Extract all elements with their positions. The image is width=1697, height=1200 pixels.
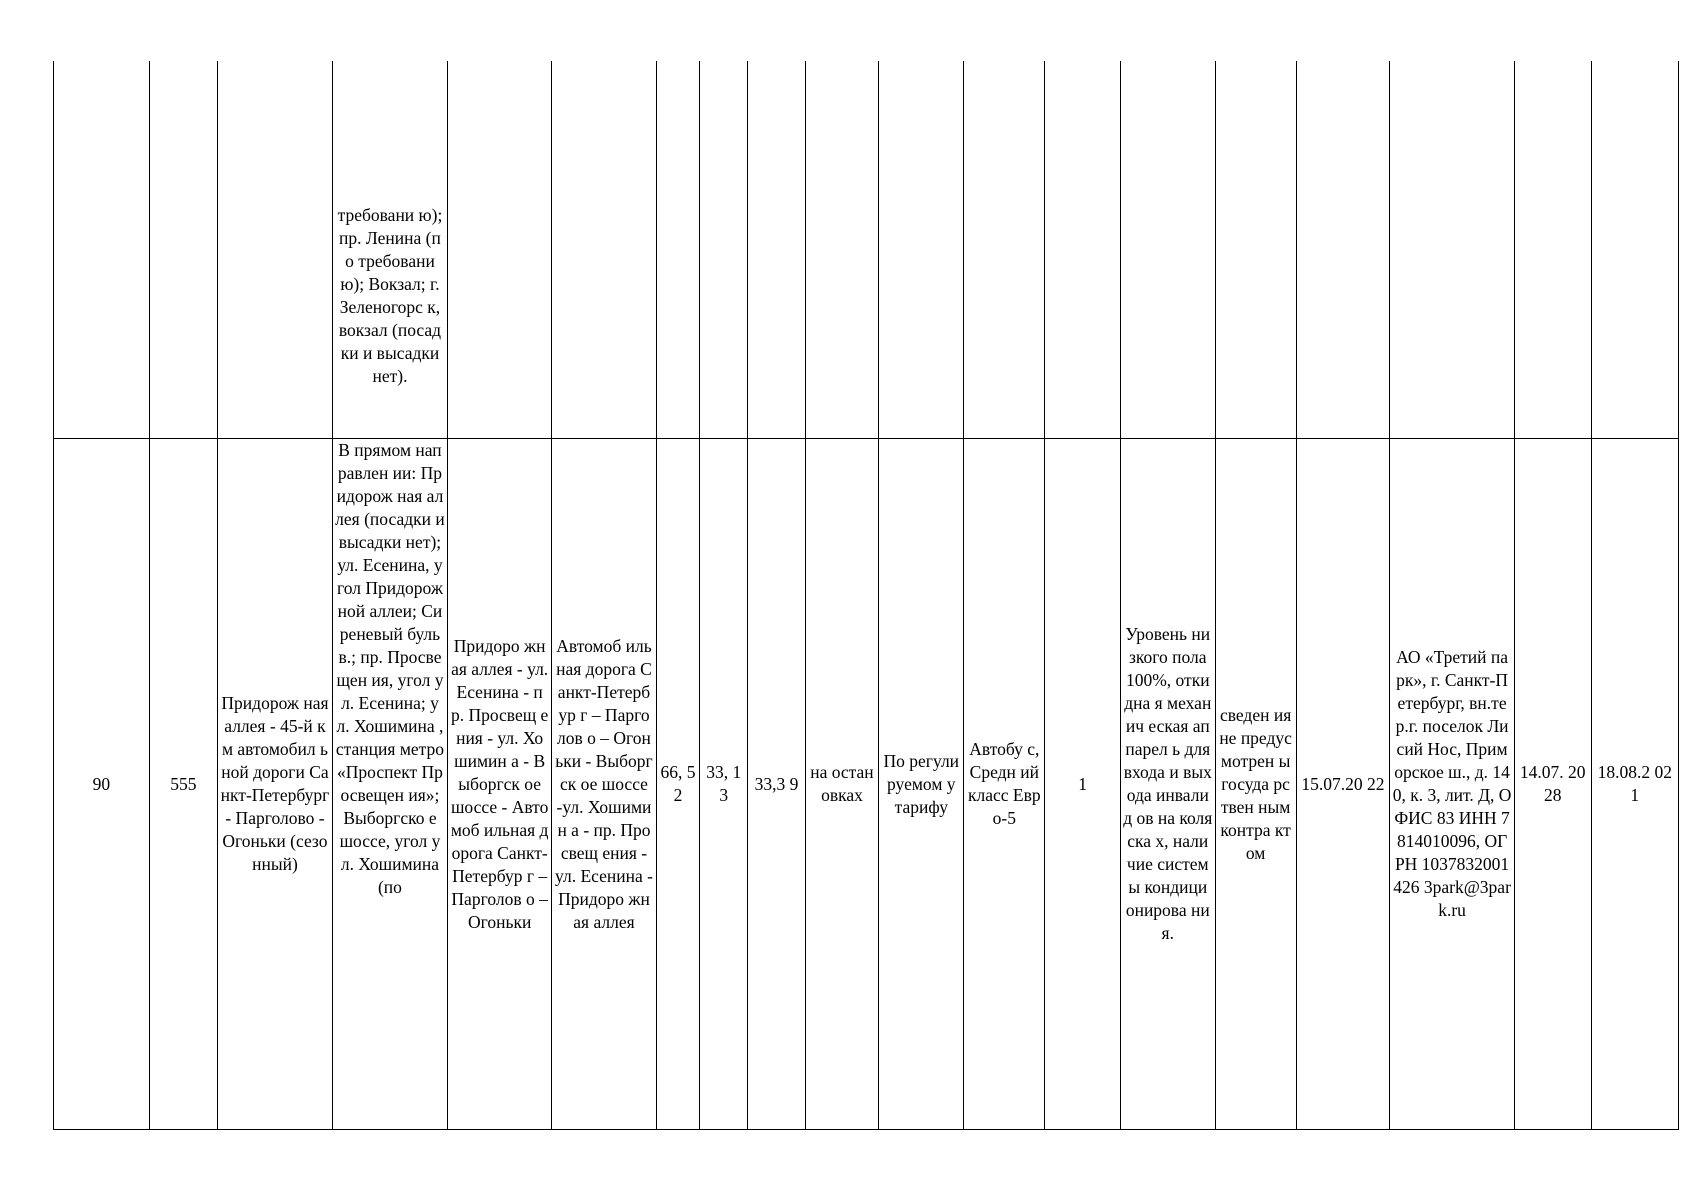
cell-streets-forward (447, 61, 551, 439)
cell-reg-number (54, 439, 150, 1130)
cell-streets-backward (552, 61, 656, 439)
cell-length-total (656, 439, 700, 1130)
cell-start-date (1296, 61, 1390, 439)
cell-vehicle-count (1045, 61, 1121, 439)
vehicle-features-text: Уровень низкого пола 100%, откидна я механич еская аппарел ь для входа и выхода инвалид ов на коляска х, наличие системы кондици онирова ния. (1123, 624, 1213, 943)
cell-vehicle-count (1045, 439, 1121, 1130)
cell-end-date (1514, 61, 1591, 439)
cell-carrier (1390, 439, 1515, 1130)
cell-route-number (149, 439, 217, 1130)
reg-date-text: 18.08.2 021 (1597, 762, 1672, 805)
cell-stops (332, 61, 447, 439)
cell-route-name (217, 439, 332, 1130)
cell-streets-forward (447, 439, 551, 1130)
cell-route-number (149, 61, 217, 439)
cell-tariff (879, 439, 964, 1130)
stops-continuation-text: требовани ю); пр. Ленина (по требовани ю); Вокзал; г. Зеленогорс к, вокзал (посадки и высадки нет). (337, 205, 443, 386)
vehicle-text: Автобу с, Средн ий класс Евро-5 (968, 739, 1041, 828)
cell-contract (1215, 439, 1296, 1130)
cell-contract (1215, 61, 1296, 439)
tariff-text: По регули руемом у тарифу (883, 750, 960, 817)
cell-vehicle (964, 61, 1045, 439)
cell-reg-number (54, 61, 150, 439)
cell-reg-date (1591, 61, 1678, 439)
stops-text: В прямом направлен ии: Придорож ная аллея (посадки и высадки нет); ул. Есенина, угол Придорож ной аллеи; Сиреневый бульв.; пр. Просвещен ия, угол ул. Есенина; ул. Хошимина , станция метро «Проспект Просвещен ия»; Выборгско е шоссе, угол ул. Хошимина (по (335, 440, 445, 897)
contract-text: сведен ия не предус мотрен ы госуда рствен ным контра ктом (1219, 704, 1292, 863)
route-name-text: Придорож ная аллея - 45-й км автомобил ьной дороги Санкт-Петербург - Парголово - Огоньки (сезонный) (220, 693, 330, 874)
streets-backward-text: Автомоб ильная дорога Санкт-Петербур г – Парголов о – Огоньки - Выборгск ое шоссе -ул. Хошимин а - пр. Просвещ ения - ул. Есенина - Придоро жная аллея (555, 635, 653, 932)
cell-vehicle-features (1120, 61, 1215, 439)
cell-tariff (879, 61, 964, 439)
cell-length-forward (700, 61, 748, 439)
length-forward-text: 33, 13 (706, 762, 742, 805)
carrier-text: АО «Третий парк», г. Санкт-Петербург, вн.тер.г. поселок Лисий Нос, Приморское ш., д. 140, к. 3, лит. Д, ОФИС 83 ИНН 7814010096, ОГРН 1037832001 426 3park@3par k.ru (1392, 647, 1512, 920)
boarding-text: на остан овках (810, 762, 874, 805)
cell-length-total (656, 61, 700, 439)
vehicle-count-text: 1 (1078, 773, 1087, 794)
end-date-text: 14.07. 2028 (1519, 762, 1586, 805)
cell-boarding (805, 61, 878, 439)
cell-stops (332, 439, 447, 1130)
start-date-text: 15.07.20 22 (1301, 773, 1385, 794)
cell-length-backward (748, 61, 806, 439)
length-backward-text: 33,3 9 (754, 773, 799, 794)
table-row-route (54, 439, 1679, 1130)
cell-route-name (217, 61, 332, 439)
route-registry-table (53, 61, 1679, 1130)
reg-number-text: 90 (92, 773, 111, 794)
table-row-continuation (54, 61, 1679, 439)
length-total-text: 66, 52 (660, 762, 696, 805)
streets-forward-text: Придоро жная аллея - ул. Есенина - пр. Просвещ ения - ул. Хошимин а - Выборгск ое шоссе - Автомоб ильная дорога Санкт-Петербур г – Парголов о – Огоньки (450, 635, 549, 932)
cell-boarding (805, 439, 878, 1130)
cell-length-backward (748, 439, 806, 1130)
cell-start-date (1296, 439, 1390, 1130)
cell-vehicle (964, 439, 1045, 1130)
cell-end-date (1514, 439, 1591, 1130)
cell-vehicle-features (1120, 439, 1215, 1130)
cell-length-forward (700, 439, 748, 1130)
cell-streets-backward (552, 439, 656, 1130)
route-number-text: 555 (170, 773, 197, 794)
cell-carrier (1390, 61, 1515, 439)
cell-reg-date (1591, 439, 1678, 1130)
